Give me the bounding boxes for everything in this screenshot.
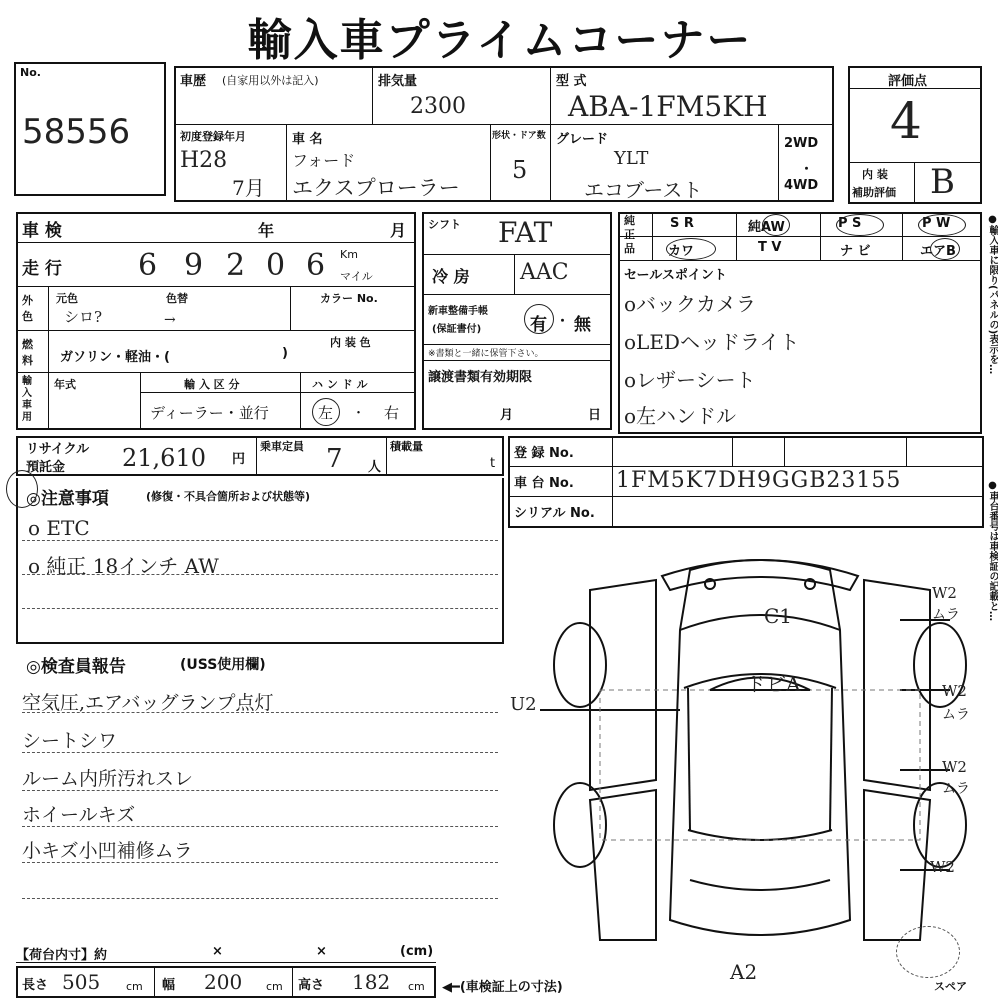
- manual-yes: 有: [530, 315, 547, 335]
- height-label: 高さ: [298, 978, 325, 993]
- length-value: 505: [62, 970, 101, 994]
- inspection-year: 年: [258, 221, 275, 240]
- diagram-w2-2: W2: [942, 682, 967, 700]
- mileage-digit-4: 0: [266, 248, 286, 283]
- model-label: 型 式: [556, 74, 587, 89]
- shift-label: シフト: [428, 218, 461, 231]
- shift-value: FAT: [498, 216, 553, 249]
- height-value: 182: [352, 970, 391, 994]
- capacity-value: 7: [326, 444, 343, 474]
- import-year-label: 年式: [54, 378, 76, 391]
- recycle-label-1: リサイクル: [26, 442, 90, 457]
- inspector-item-2: シートシワ: [22, 730, 118, 752]
- cargo-unit: (cm): [400, 944, 434, 959]
- option-navi: ナ ビ: [840, 244, 871, 259]
- notes-label: ◎注意事項: [26, 489, 109, 509]
- options-label: 純正品: [624, 214, 635, 255]
- manual-yes-circle: [524, 304, 554, 334]
- handle-left-circle: [312, 398, 340, 426]
- interior-value: B: [930, 162, 955, 202]
- manual-sub: (保証書付): [432, 324, 482, 335]
- recycle-value: 21,610: [122, 444, 206, 472]
- notes-sub: (修復・不具合箇所および状態等): [146, 490, 311, 503]
- load-unit: t: [490, 456, 496, 471]
- color-change-label: 色替: [166, 292, 188, 305]
- score-value: 4: [890, 92, 922, 150]
- option-tv: T V: [758, 240, 782, 255]
- displacement-value: 2300: [410, 94, 466, 119]
- recycle-unit: 円: [232, 452, 246, 467]
- mileage-digit-1: 6: [138, 248, 158, 283]
- color-arrow: →: [164, 312, 176, 328]
- sales-point-3: oレザーシート: [624, 368, 756, 392]
- sales-point-4: o左ハンドル: [624, 404, 737, 428]
- drive-4wd: 4WD: [784, 178, 819, 193]
- length-unit: cm: [126, 980, 143, 993]
- interior-label-2: 補助評価: [852, 186, 896, 199]
- handle-dot: ・: [352, 406, 366, 421]
- handle-left: 左: [318, 404, 334, 422]
- mileage-digit-5: 6: [306, 248, 326, 283]
- handle-label: ハ ン ド ル: [312, 378, 368, 391]
- height-unit: cm: [408, 980, 425, 993]
- diagram-mura-3: ムラ: [942, 781, 970, 797]
- diagram-w2-1: W2: [932, 584, 957, 602]
- page-title: 輸入車プライムコーナー: [247, 15, 753, 66]
- option-airbag: エアB: [920, 244, 956, 259]
- displacement-label: 排気量: [378, 74, 418, 89]
- grade-value-1: YLT: [614, 148, 649, 169]
- drive-2wd: 2WD: [784, 136, 819, 151]
- inspector-item-4: ホイールキズ: [22, 804, 136, 826]
- doors-value: 5: [512, 156, 528, 184]
- manual-label: 新車整備手帳: [428, 306, 488, 317]
- color-no-label: カラー No.: [320, 292, 378, 305]
- doors-label: 形状・ドア数: [492, 131, 546, 141]
- interior-label-1: 内 装: [862, 168, 888, 181]
- fuel-label: 燃料: [22, 338, 33, 367]
- history-note: (自家用以外は記入): [222, 74, 319, 87]
- width-label: 幅: [162, 978, 176, 993]
- drive-dot: ・: [800, 162, 814, 177]
- manual-note: ※書類と一緒に保管下さい。: [428, 349, 544, 359]
- inspector-item-5: 小キズ小凹補修ムラ: [22, 840, 193, 862]
- manual-no: 無: [574, 315, 591, 335]
- inspector-label: ◎検査員報告: [26, 657, 126, 677]
- spare-tire-circle: [896, 926, 960, 978]
- lot-label: No.: [20, 66, 41, 79]
- cargo-x1: ×: [212, 944, 223, 959]
- capacity-unit: 人: [368, 460, 382, 475]
- sales-point-2: oLEDヘッドライト: [624, 330, 800, 354]
- recycle-label-2: 預託金: [26, 460, 66, 475]
- inspector-item-1: 空気圧,エアバッグランプ点灯: [22, 692, 274, 714]
- mileage-label: 走 行: [22, 259, 62, 279]
- diagram-mura-1: ムラ: [932, 607, 960, 623]
- first-reg-year: H28: [180, 148, 228, 173]
- lot-number: 58556: [22, 112, 131, 152]
- diagram-w2-4: W2: [930, 858, 955, 876]
- history-label: 車歴: [180, 74, 207, 89]
- car-maker: フォード: [292, 151, 356, 170]
- color-label: 外色: [22, 294, 33, 323]
- manual-dot: ・: [556, 314, 570, 329]
- note-item-2: o 純正 18インチ AW: [28, 554, 219, 578]
- inspection-month: 月: [390, 221, 407, 240]
- sales-point-1: oバックカメラ: [624, 292, 757, 316]
- fuel-value: ガソリン・軽油・(: [60, 350, 170, 365]
- cargo-x2: ×: [316, 944, 327, 959]
- registration-label: 登 録 No.: [514, 446, 574, 461]
- car-name-label: 車 名: [292, 132, 323, 147]
- diagram-w2-3: W2: [942, 758, 967, 776]
- mileage-digit-2: 9: [184, 248, 204, 283]
- spare-label: スペア: [934, 980, 967, 993]
- length-label: 長さ: [22, 978, 49, 993]
- car-diagram: [540, 540, 980, 960]
- serial-label: シリアル No.: [514, 506, 595, 521]
- first-reg-label: 初度登録年月: [180, 130, 246, 143]
- option-ps-circle: [836, 214, 884, 236]
- color-orig-label: 元色: [56, 292, 78, 305]
- grade-label: グレード: [556, 132, 609, 147]
- aircon-label: 冷 房: [432, 267, 470, 286]
- load-label: 積載量: [390, 440, 423, 453]
- first-reg-month: 7月: [232, 176, 265, 200]
- fuel-close: ): [282, 346, 288, 361]
- score-label: 評価点: [888, 74, 928, 89]
- mileage-unit-km: Km: [340, 248, 358, 261]
- option-ps: P S: [838, 216, 862, 231]
- sales-points-label: セールスポイント: [624, 268, 727, 283]
- notes-marker-circle: [6, 470, 38, 508]
- option-pw-circle: [918, 214, 966, 236]
- import-label: 輸入車用: [22, 376, 32, 423]
- option-leather-circle: [666, 238, 716, 260]
- chassis-value: 1FM5K7DH9GGB23155: [616, 468, 902, 493]
- inspector-item-3: ルーム内所汚れスレ: [22, 768, 194, 790]
- diagram-roof-label: C1: [764, 604, 793, 628]
- side-note-1: ●輸入車に限り(パネルの)表示を…: [987, 214, 998, 375]
- width-value: 200: [204, 970, 243, 994]
- cargo-label: 【荷台内寸】約: [16, 948, 108, 963]
- import-kubun-value: ディーラー・並行: [150, 404, 269, 422]
- side-note-2: ●車台番号は車検証の記載と…: [987, 480, 998, 621]
- car-name-value: エクスプローラー: [292, 176, 460, 200]
- grade-value-2: エコブースト: [584, 178, 703, 202]
- inspector-sub: (USS使用欄): [180, 657, 266, 673]
- import-kubun-label: 輸 入 区 分: [184, 378, 240, 391]
- note-item-1: o ETC: [28, 516, 90, 540]
- transfer-day: 日: [588, 408, 602, 423]
- dims-note: ◀━(車検証上の寸法): [442, 980, 563, 995]
- color-orig-value: シロ?: [64, 308, 103, 326]
- transfer-month: 月: [500, 408, 514, 423]
- chassis-label: 車 台 No.: [514, 476, 574, 491]
- diagram-mura-2: ムラ: [942, 707, 970, 723]
- diagram-rear-label: A2: [730, 960, 758, 984]
- interior-color-label: 内 装 色: [330, 336, 371, 349]
- capacity-label: 乗車定員: [260, 440, 304, 453]
- option-leather: カワ: [668, 244, 695, 259]
- model-value: ABA-1FM5KH: [568, 90, 768, 123]
- handle-right: 右: [384, 404, 400, 422]
- option-aw-circle: [762, 214, 790, 236]
- transfer-label: 譲渡書類有効期限: [428, 370, 533, 385]
- diagram-front-label: ドビA: [746, 672, 801, 696]
- option-aw: 純AW: [748, 220, 785, 235]
- option-pw: P W: [922, 216, 951, 231]
- mileage-unit-mile: マイル: [340, 270, 373, 283]
- diagram-left-label: U2: [510, 694, 537, 715]
- width-unit: cm: [266, 980, 283, 993]
- aircon-value: AAC: [520, 260, 569, 285]
- option-airbag-circle: [930, 238, 960, 260]
- inspection-label: 車 検: [22, 221, 62, 241]
- mileage-digit-3: 2: [226, 248, 246, 283]
- option-sr: S R: [670, 216, 694, 231]
